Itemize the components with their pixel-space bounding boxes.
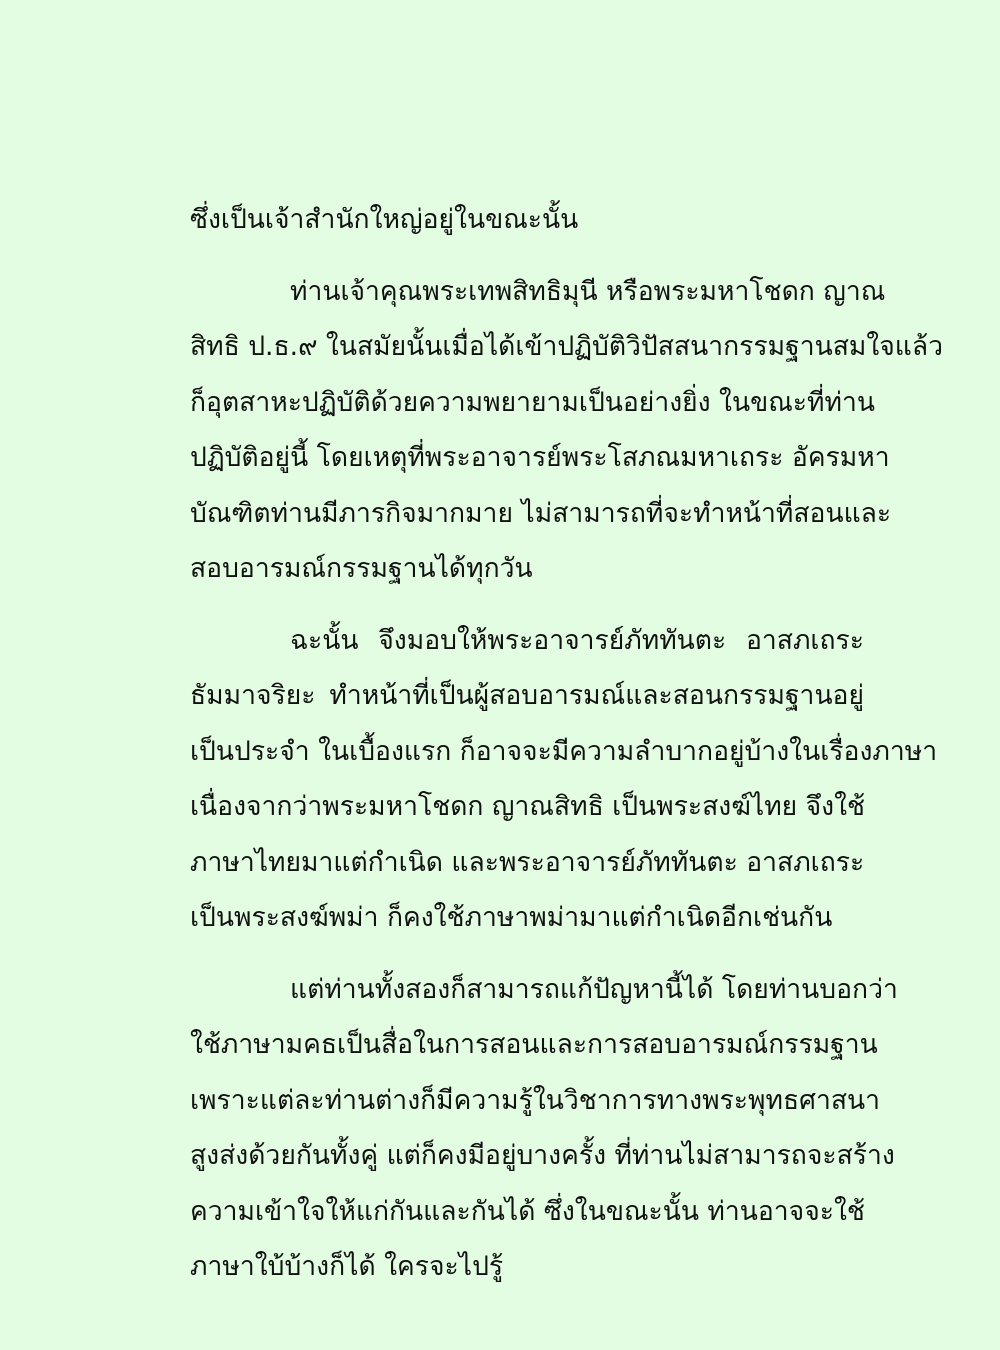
text-line: ฉะนั้น จึงมอบให้พระอาจารย์ภัททันตะ อาสภเถระ (290, 624, 864, 656)
text-line: ปฏิบัติอยู่นี้ โดยเหตุที่พระอาจารย์พระโสภณมหาเถระ อัครมหา (190, 442, 890, 473)
text-line: เป็นประจำ ในเบื้องแรก ก็อาจจะมีความลำบากอยู่บ้างในเรื่องภาษา (190, 735, 938, 767)
text-line: เนื่องจากว่าพระมหาโชดก ญาณสิทธิ เป็นพระสงฆ์ไทย จึงใช้ (190, 791, 866, 822)
text-line: บัณฑิตท่านมีภารกิจมากมาย ไม่สามารถที่จะทำหน้าที่สอนและ (190, 497, 892, 529)
paragraph (190, 962, 898, 1295)
paragraph (190, 613, 938, 946)
text-line: ซึ่งเป็นเจ้าสำนักใหญ่อยู่ในขณะนั้น (190, 204, 579, 235)
document-page (190, 192, 943, 1295)
text-line: ก็อุตสาหะปฏิบัติด้วยความพยายามเป็นอย่างยิ่ง ในขณะที่ท่าน (190, 386, 875, 418)
text-line: ใช้ภาษามคธเป็นสื่อในการสอนและการสอบอารมณ์กรรมฐาน (190, 1029, 878, 1060)
text-line: สอบอารมณ์กรรมฐานได้ทุกวัน (190, 553, 533, 584)
text-line: ความเข้าใจให้แก่กันและกันได้ ซึ่งในขณะนั้น ท่านอาจจะใช้ (190, 1195, 865, 1227)
text-line: ท่านเจ้าคุณพระเทพสิทธิมุนี หรือพระมหาโชดก ญาณ (290, 275, 886, 307)
paragraph (190, 264, 943, 597)
text-line: แต่ท่านทั้งสองก็สามารถแก้ปัญหานี้ได้ โดยท่านบอกว่า (290, 973, 898, 1005)
paragraph (190, 192, 864, 248)
text-line: สิทธิ ป.ธ.๙ ในสมัยนั้นเมื่อได้เข้าปฏิบัติวิปัสสนากรรมฐานสมใจแล้ว (190, 331, 943, 362)
text-line: สูงส่งด้วยกันทั้งคู่ แต่ก็คงมีอยู่บางครั้ง ที่ท่านไม่สามารถจะสร้าง (190, 1140, 895, 1171)
text-line: ภาษาไทยมาแต่กำเนิด และพระอาจารย์ภัททันตะ อาสภเถระ (190, 846, 865, 878)
text-line: เป็นพระสงฆ์พม่า ก็คงใช้ภาษาพม่ามาแต่กำเนิดอีกเช่นกัน (190, 902, 833, 933)
text-line: เพราะแต่ละท่านต่างก็มีความรู้ในวิชาการทางพระพุทธศาสนา (190, 1084, 880, 1116)
text-line: ภาษาใบ้บ้างก็ได้ ใครจะไปรู้ (190, 1251, 504, 1282)
text-line: ธัมมาจริยะ ทำหน้าที่เป็นผู้สอบอารมณ์และสอนกรรมฐานอยู่ (190, 680, 864, 711)
